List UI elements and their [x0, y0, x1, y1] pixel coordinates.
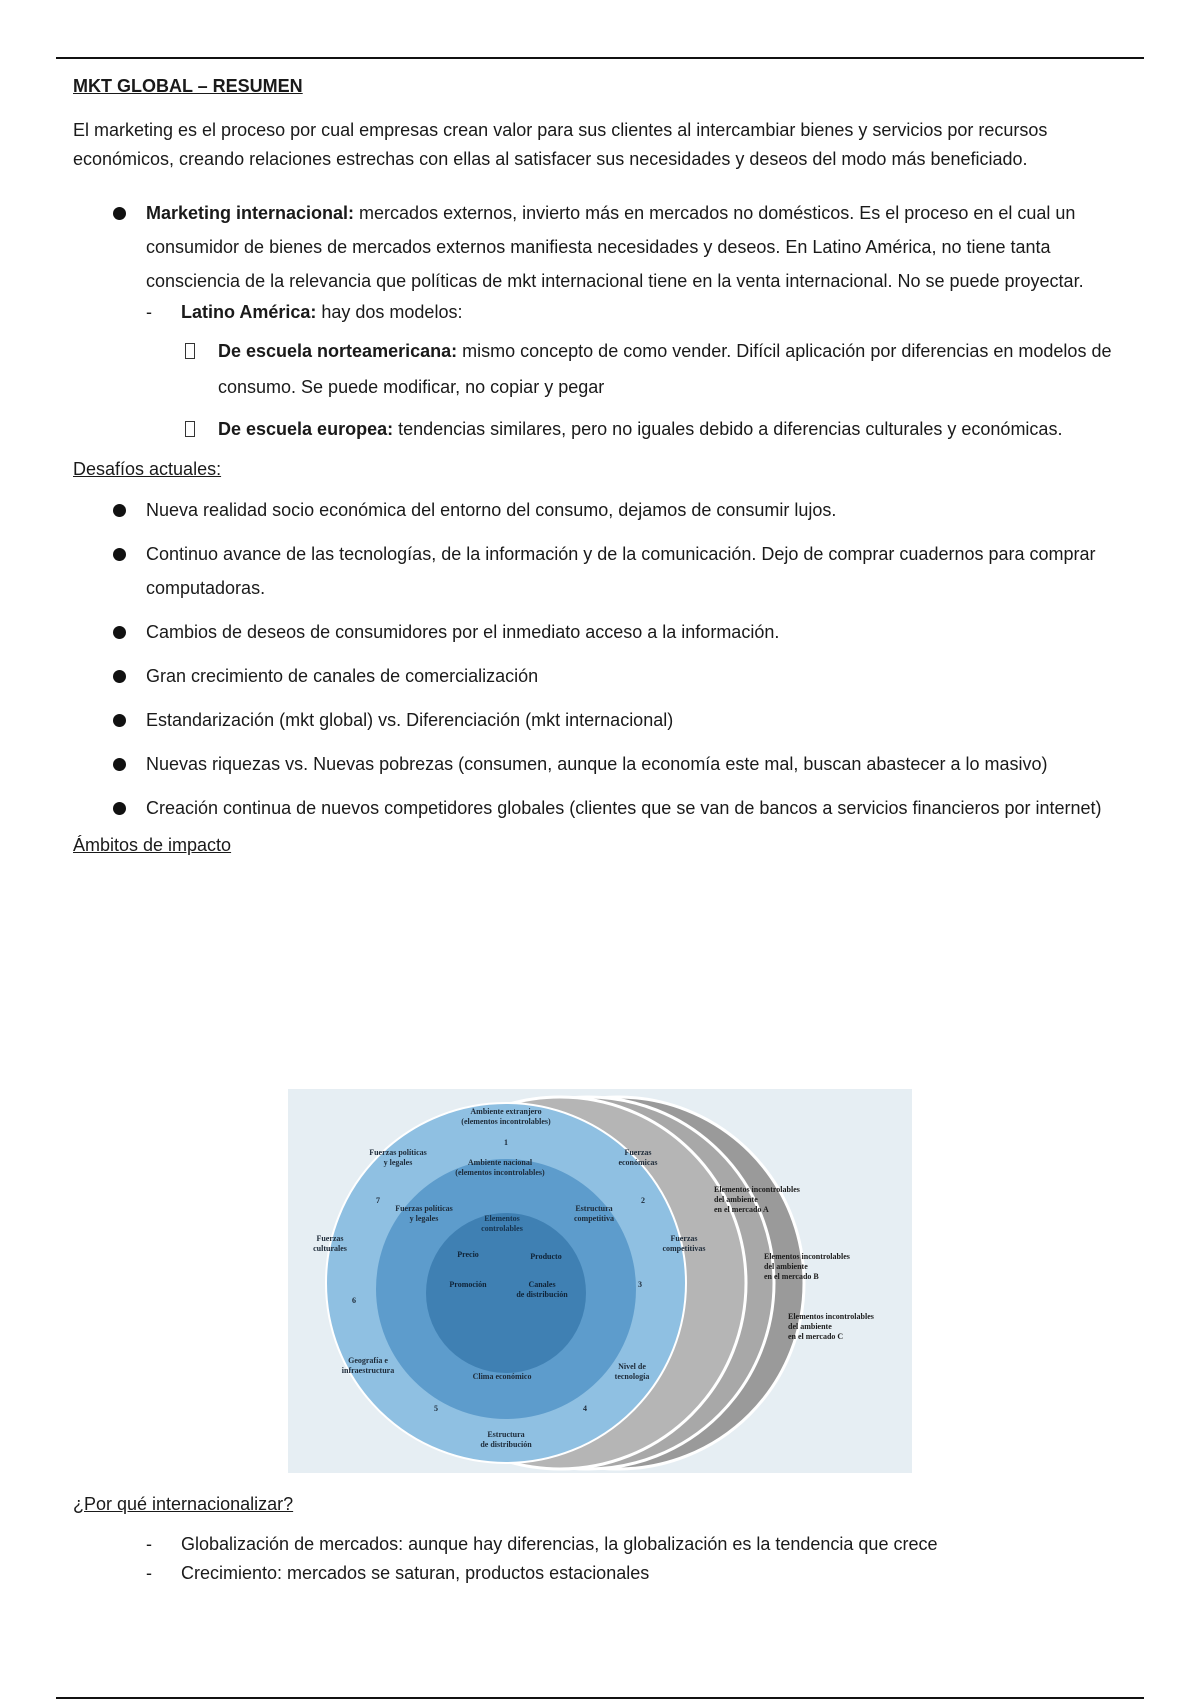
dash-icon: - [146, 1563, 152, 1583]
list-item-text: Crecimiento: mercados se saturan, productos estacionales [181, 1563, 650, 1583]
impact-diagram-svg [288, 1089, 912, 1473]
force-label: competitivas [662, 1244, 706, 1253]
list-item [73, 747, 1133, 781]
dash-icon: - [146, 302, 152, 322]
list-item [73, 333, 1133, 405]
core-label: de distribución [516, 1290, 568, 1299]
number-label: 3 [638, 1280, 642, 1289]
model-text: tendencias similares, pero no iguales debido a diferencias culturales y económicas. [393, 419, 1063, 439]
force-label: tecnología [614, 1372, 650, 1381]
force-label: culturales [313, 1244, 347, 1253]
market-b-label: del ambiente [764, 1262, 808, 1271]
list-item [73, 298, 1133, 327]
number-label: 4 [583, 1404, 587, 1413]
why-list [73, 1530, 1133, 1588]
market-a-label: Elementos incontrolables [714, 1185, 800, 1194]
core-label: Promoción [449, 1280, 487, 1289]
force-label: Estructura [575, 1204, 613, 1213]
bullet-icon [113, 758, 126, 771]
challenges-heading: Desafíos actuales: [73, 459, 222, 479]
models-list [73, 333, 1133, 447]
force-label: Estructura [487, 1430, 525, 1439]
bullet-icon [113, 504, 126, 517]
market-a-label: en el mercado A [714, 1205, 769, 1214]
why-heading: ¿Por qué internacionalizar? [73, 1494, 294, 1514]
bullet-icon [113, 548, 126, 561]
square-bullet-icon [185, 421, 195, 437]
list-item [73, 411, 1133, 447]
list-item-text: Estandarización (mkt global) vs. Diferenciación (mkt internacional) [146, 710, 674, 730]
number-label: 6 [352, 1296, 356, 1305]
list-item [73, 537, 1133, 605]
force-label: Fuerzas políticas [369, 1148, 427, 1157]
outer-sub: (elementos incontrolables) [461, 1117, 551, 1126]
document-body [73, 74, 1133, 857]
force-label: Fuerzas [670, 1234, 698, 1243]
list-item [73, 1559, 1133, 1588]
list-item [73, 1530, 1133, 1559]
list-item-text: Creación continua de nuevos competidores globales (clientes que se van de bancos a servicios financieros por internet) [146, 798, 1102, 818]
market-b-label: en el mercado B [764, 1272, 819, 1281]
model-term: De escuela norteamericana: [218, 341, 458, 361]
core-label: Producto [530, 1252, 562, 1261]
latam-list [73, 298, 1133, 327]
middle-sub: (elementos incontrolables) [455, 1168, 545, 1177]
document-title: MKT GLOBAL – RESUMEN [73, 76, 303, 96]
top-rule [56, 57, 1144, 59]
model-text: mismo concepto de como vender. Difícil aplicación por diferencias en modelos de consumo. Se puede modificar, no copiar y pegar [218, 341, 1112, 397]
list-item [73, 659, 1133, 693]
market-a-label: del ambiente [714, 1195, 758, 1204]
impact-heading: Ámbitos de impacto [73, 835, 232, 855]
number-label: 1 [504, 1138, 508, 1147]
bullet-icon [113, 714, 126, 727]
latam-text: hay dos modelos: [316, 302, 463, 322]
force-label: de distribución [480, 1440, 532, 1449]
intl-term: Marketing internacional: [146, 203, 355, 223]
why-section [73, 1492, 1133, 1588]
inner-sub: controlables [481, 1224, 523, 1233]
market-c-label: del ambiente [788, 1322, 832, 1331]
intl-marketing-list [73, 196, 1133, 298]
force-label: y legales [383, 1158, 413, 1167]
bullet-icon [113, 626, 126, 639]
model-term: De escuela europea: [218, 419, 394, 439]
number-label: 7 [376, 1196, 380, 1205]
inner-title: Elementos [484, 1214, 520, 1223]
square-bullet-icon [185, 343, 195, 359]
middle-title: Ambiente nacional [467, 1158, 533, 1167]
force-label: Fuerzas [316, 1234, 344, 1243]
list-item [73, 493, 1133, 527]
force-label: y legales [409, 1214, 439, 1223]
bullet-icon [113, 670, 126, 683]
intro-paragraph: El marketing es el proceso por cual empresas crean valor para sus clientes al intercambiar bienes y servicios por recursos económicos, creando relaciones estrechas con ellas al satisfacer sus necesidades y deseos del modo más beneficiado. [73, 120, 1048, 169]
impact-diagram [288, 1089, 912, 1473]
market-b-label: Elementos incontrolables [764, 1252, 850, 1261]
force-label: Fuerzas [624, 1148, 652, 1157]
force-label: Nivel de [618, 1362, 646, 1371]
bullet-icon [113, 207, 126, 220]
market-c-label: en el mercado C [788, 1332, 844, 1341]
list-item [73, 703, 1133, 737]
force-label: Fuerzas políticas [395, 1204, 453, 1213]
list-item-text: Continuo avance de las tecnologías, de la información y de la comunicación. Dejo de comprar cuadernos para comprar computadoras. [146, 544, 1096, 598]
force-label: económicas [618, 1158, 658, 1167]
market-c-label: Elementos incontrolables [788, 1312, 874, 1321]
list-item [73, 196, 1133, 298]
number-label: 2 [641, 1196, 645, 1205]
list-item-text: Gran crecimiento de canales de comercialización [146, 666, 539, 686]
dash-icon: - [146, 1534, 152, 1554]
force-label: competitiva [574, 1214, 614, 1223]
list-item-text: Globalización de mercados: aunque hay diferencias, la globalización es la tendencia que crece [181, 1534, 938, 1554]
outer-title: Ambiente extranjero [470, 1107, 542, 1116]
force-label: Clima económico [472, 1372, 532, 1381]
latam-term: Latino América: [181, 302, 317, 322]
list-item-text: Nuevas riquezas vs. Nuevas pobrezas (consumen, aunque la economía este mal, buscan abastecer a lo masivo) [146, 754, 1048, 774]
number-label: 5 [434, 1404, 438, 1413]
challenges-list [73, 493, 1133, 825]
force-label: infraestructura [341, 1366, 395, 1375]
bottom-rule [56, 1697, 1144, 1699]
list-item [73, 791, 1133, 825]
list-item-text: Cambios de deseos de consumidores por el inmediato acceso a la información. [146, 622, 780, 642]
intl-text: mercados externos, invierto más en mercados no domésticos. Es el proceso en el cual un consumidor de bienes de mercados externos manifiesta necesidades y deseos. En Latino América, no tiene tanta consciencia de la relevancia que políticas de mkt internacional tiene en la venta internacional. No se puede proyectar. [146, 203, 1084, 291]
bullet-icon [113, 802, 126, 815]
force-label: Geografía e [348, 1356, 388, 1365]
list-item [73, 615, 1133, 649]
list-item-text: Nueva realidad socio económica del entorno del consumo, dejamos de consumir lujos. [146, 500, 837, 520]
core-label: Precio [457, 1250, 479, 1259]
core-label: Canales [528, 1280, 556, 1289]
